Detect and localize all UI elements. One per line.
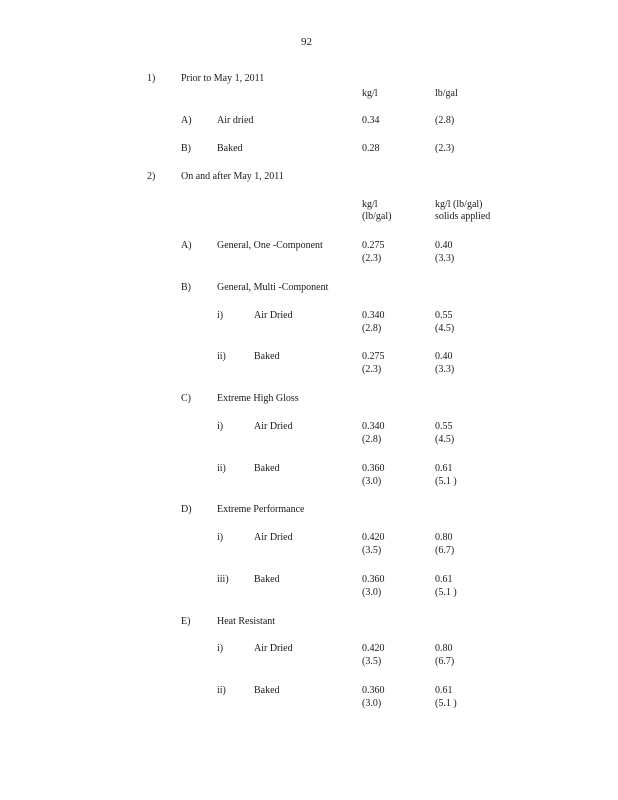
subitem-label: Air Dried: [254, 532, 293, 543]
item-label: Baked: [217, 143, 243, 154]
value-solids-lbgal: (3.3): [435, 364, 455, 375]
value-kgl: 0.420: [362, 532, 385, 543]
value-solids-kgl: 0.55: [435, 421, 453, 432]
subitem-number: i): [217, 421, 224, 432]
value-solids-lbgal: (4.5): [435, 434, 455, 445]
subitem-label: Air Dried: [254, 421, 293, 432]
value-kgl: 0.340: [362, 310, 385, 321]
value-lbgal: (2.3): [362, 253, 382, 264]
value-solids-lbgal: (5.1 ): [435, 587, 457, 598]
value-lbgal: (2.8): [362, 434, 382, 445]
value-lbgal: (3.0): [362, 476, 382, 487]
category-letter: C): [181, 393, 191, 404]
value-solids-lbgal: (5.1 ): [435, 698, 457, 709]
value-solids-kgl: 0.55: [435, 310, 453, 321]
subitem-number: i): [217, 532, 224, 543]
value-kgl: 0.420: [362, 643, 385, 654]
subitem-number: i): [217, 310, 224, 321]
item-label: Air dried: [217, 115, 254, 126]
category-letter: B): [181, 282, 191, 293]
value-solids-kgl: 0.80: [435, 532, 453, 543]
value-lbgal: (3.5): [362, 545, 382, 556]
value-lbgal: (3.0): [362, 587, 382, 598]
subitem-number: i): [217, 643, 224, 654]
category-label: Extreme Performance: [217, 504, 305, 515]
value-lbgal: (3.5): [362, 656, 382, 667]
subitem-number: ii): [217, 463, 226, 474]
value-solids-kgl: 0.40: [435, 240, 453, 251]
value-kgl: 0.360: [362, 463, 385, 474]
value-lbgal: (2.8): [362, 323, 382, 334]
subitem-label: Baked: [254, 574, 280, 585]
category-label: General, Multi -Component: [217, 282, 329, 293]
column-header-solids: kg/l (lb/gal): [435, 199, 483, 210]
section-1-number: 1): [147, 73, 156, 84]
value-lbgal: (2.3): [435, 143, 455, 154]
subitem-label: Baked: [254, 463, 280, 474]
item-letter: B): [181, 143, 191, 154]
value-kgl: 0.340: [362, 421, 385, 432]
subitem-number: ii): [217, 351, 226, 362]
value-solids-lbgal: (5.1 ): [435, 476, 457, 487]
category-label: Heat Resistant: [217, 616, 276, 627]
category-label: General, One -Component: [217, 240, 323, 251]
item-letter: A): [181, 115, 192, 126]
value-kgl: 0.34: [362, 115, 380, 126]
value-kgl: 0.275: [362, 240, 385, 251]
category-label: Extreme High Gloss: [217, 393, 299, 404]
subitem-label: Air Dried: [254, 643, 293, 654]
value-solids-kgl: 0.61: [435, 574, 453, 585]
value-solids-kgl: 0.80: [435, 643, 453, 654]
section-1-title: Prior to May 1, 2011: [181, 73, 265, 84]
value-solids-lbgal: (3.3): [435, 253, 455, 264]
page-number: 92: [301, 36, 312, 48]
column-header-kgl: kg/l: [362, 88, 378, 99]
value-lbgal: (3.0): [362, 698, 382, 709]
value-kgl: 0.360: [362, 685, 385, 696]
column-header-lbgal: (lb/gal): [362, 211, 392, 222]
column-header-kgl: kg/l: [362, 199, 378, 210]
subitem-label: Baked: [254, 351, 280, 362]
section-2-number: 2): [147, 171, 156, 182]
category-letter: E): [181, 616, 191, 627]
value-solids-kgl: 0.61: [435, 685, 453, 696]
value-kgl: 0.275: [362, 351, 385, 362]
section-2-title: On and after May 1, 2011: [181, 171, 284, 182]
value-lbgal: (2.8): [435, 115, 455, 126]
value-solids-lbgal: (6.7): [435, 656, 455, 667]
column-header-solids-applied: solids applied: [435, 211, 491, 222]
category-letter: A): [181, 240, 192, 251]
value-solids-lbgal: (4.5): [435, 323, 455, 334]
category-letter: D): [181, 504, 192, 515]
subitem-label: Baked: [254, 685, 280, 696]
subitem-label: Air Dried: [254, 310, 293, 321]
subitem-number: ii): [217, 685, 226, 696]
value-solids-kgl: 0.40: [435, 351, 453, 362]
value-solids-kgl: 0.61: [435, 463, 453, 474]
subitem-number: iii): [217, 574, 229, 585]
value-solids-lbgal: (6.7): [435, 545, 455, 556]
value-kgl: 0.360: [362, 574, 385, 585]
value-lbgal: (2.3): [362, 364, 382, 375]
value-kgl: 0.28: [362, 143, 380, 154]
column-header-lbgal: lb/gal: [435, 88, 458, 99]
